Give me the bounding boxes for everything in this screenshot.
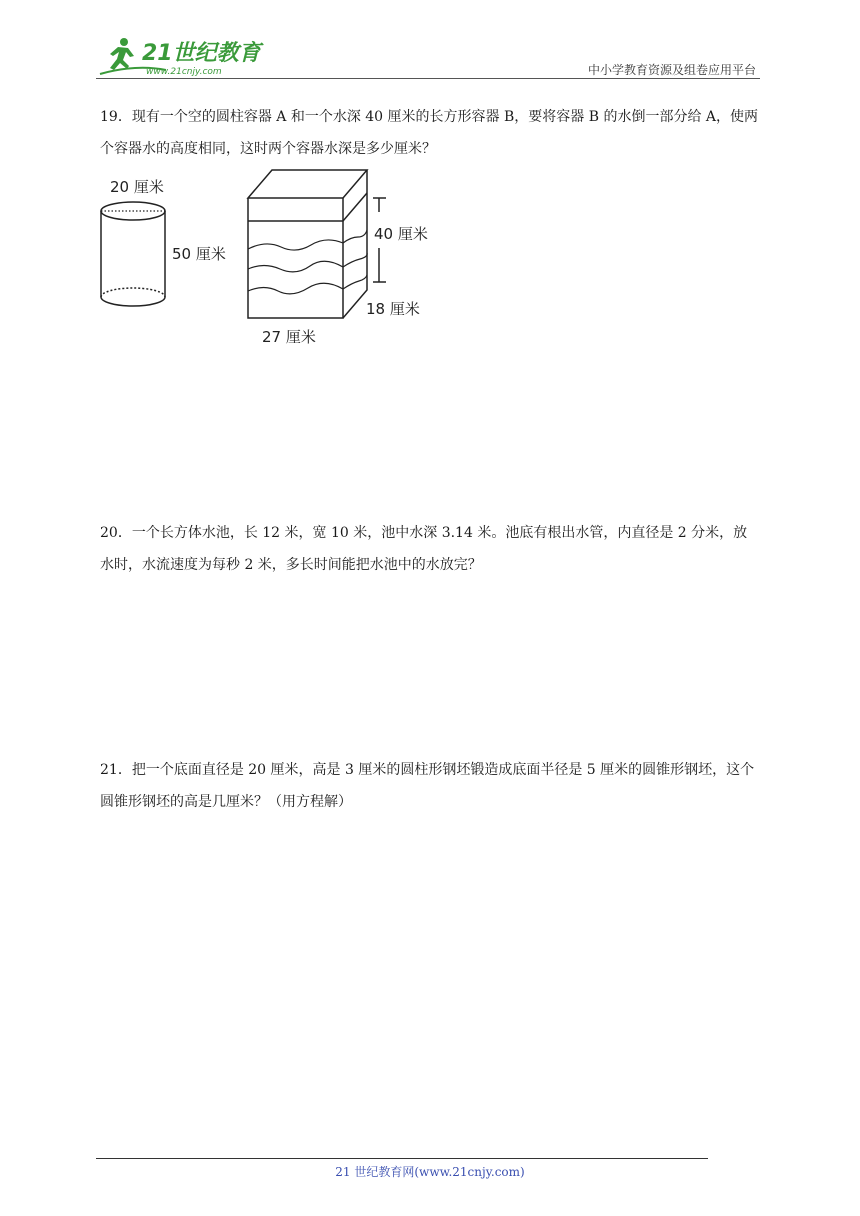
logo-text: 21世纪教育: [142, 41, 261, 66]
header-divider: [96, 78, 760, 79]
question-20: 20．一个长方体水池，长 12 米，宽 10 米，池中水深 3.14 米。池底有根出水管，内直径是 2 分米，放水时，水流速度为每秒 2 米，多长时间能把水池中的水放完？: [100, 525, 748, 573]
water-depth-label: 40 厘米: [374, 225, 428, 243]
question-21: 21．把一个底面直径是 20 厘米，高是 3 厘米的圆柱形钢坯锻造成底面半径是 5 厘米的圆锥形钢坯，这个圆锥形钢坯的高是几厘米？（用方程解）: [100, 762, 755, 810]
box-container-b: [248, 170, 367, 318]
site-logo: [96, 34, 266, 78]
question-19: 19．现有一个空的圆柱容器 A 和一个水深 40 厘米的长方形容器 B，要将容器 B 的水倒一部分给 A，使两个容器水的高度相同，这时两个容器水深是多少厘米？: [100, 109, 759, 157]
question-19-figure: [96, 165, 456, 350]
logo-url: www.21cnjy.com: [146, 67, 222, 77]
footer-divider: [96, 1158, 708, 1159]
box-width-label: 18 厘米: [366, 300, 420, 318]
site-label: 中小学教育资源及组卷应用平台: [587, 63, 756, 77]
box-length-label: 27 厘米: [262, 328, 316, 346]
cylinder-container-a: [101, 202, 165, 306]
footer-link[interactable]: 21 世纪教育网(www.21cnjy.com): [335, 1165, 525, 1179]
cylinder-height-label: 50 厘米: [172, 245, 226, 263]
cylinder-diameter-label: 20 厘米: [110, 178, 164, 196]
